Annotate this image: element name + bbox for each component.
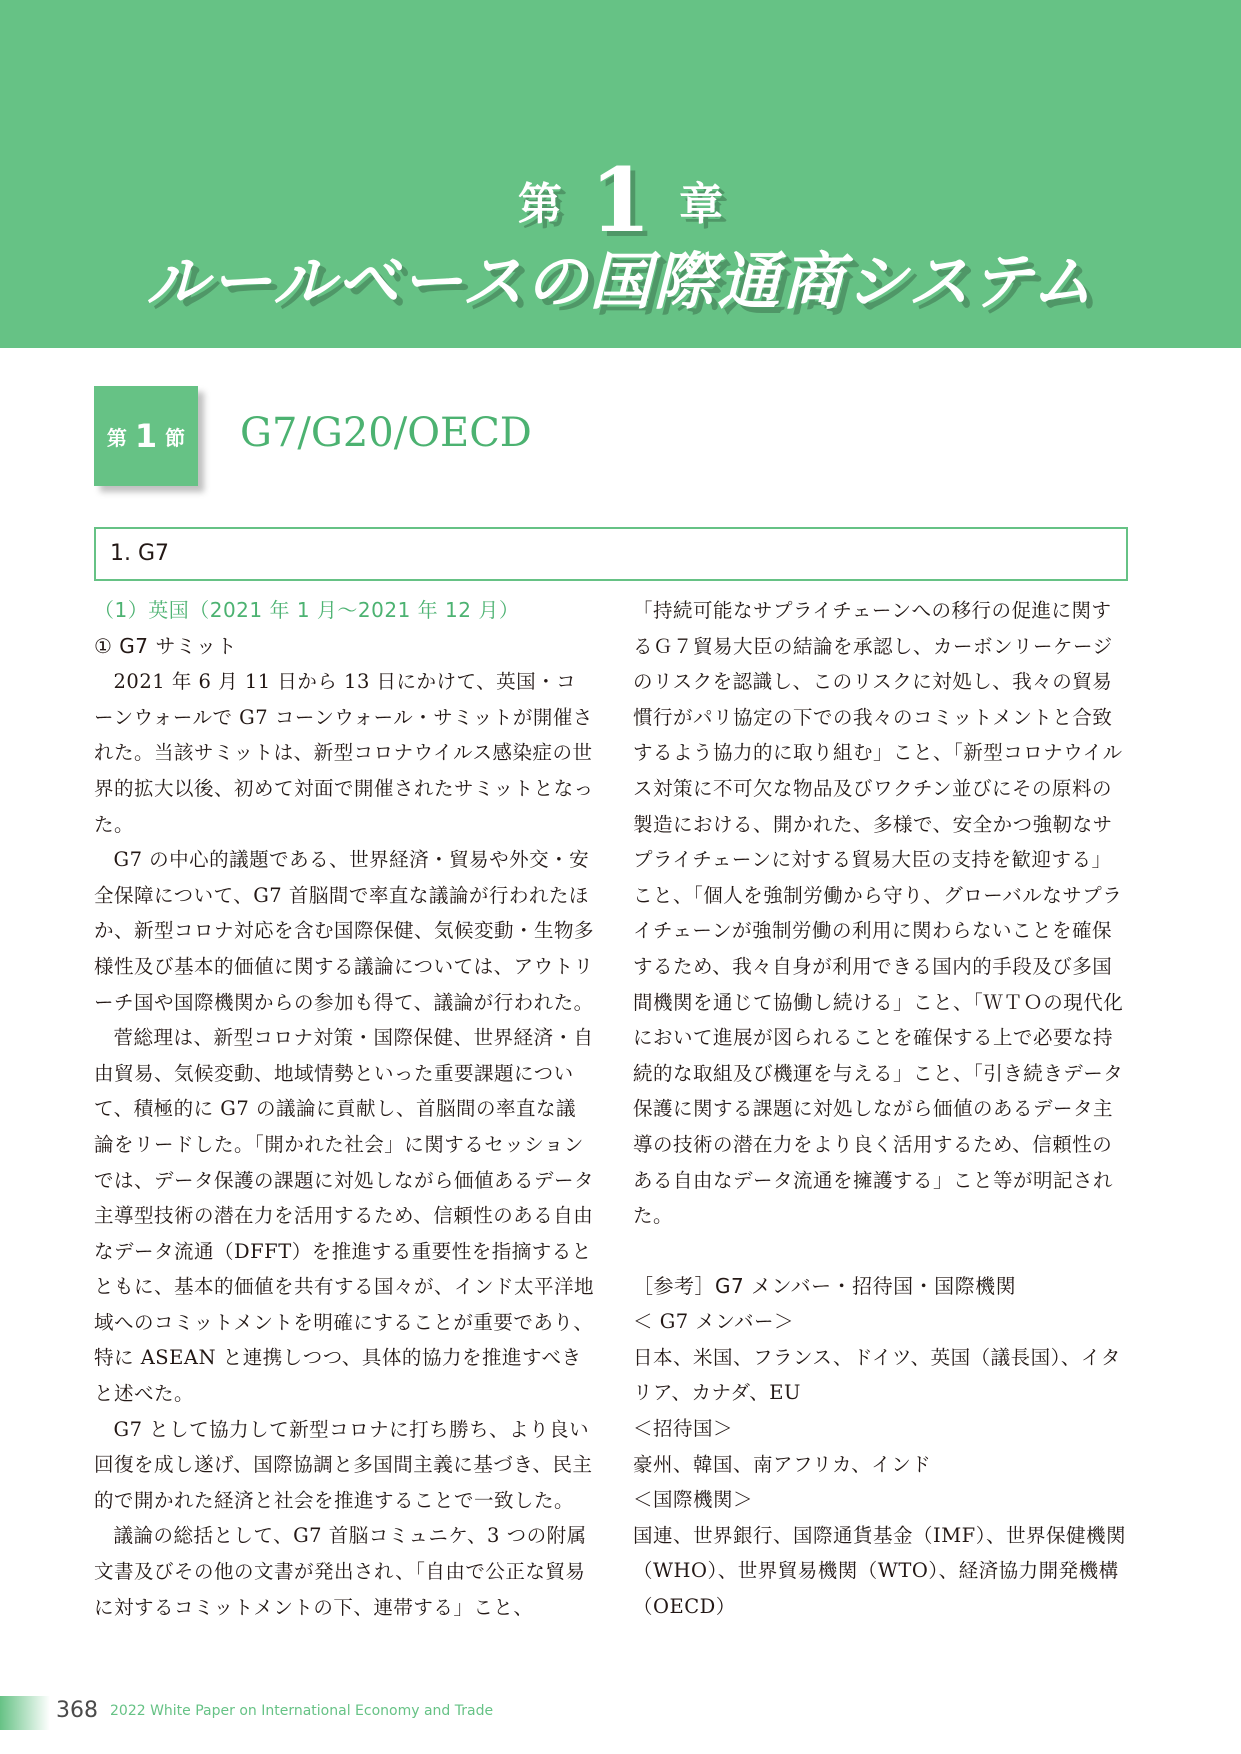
paragraph: 2021 年 6 月 11 日から 13 日にかけて、英国・コーンウォールで G7 コーンウォール・サミットが開催された。当該サミットは、新型コロナウイルス感染症の世界的拡大以後、初めて対面で開催されたサミットとなった。: [94, 670, 594, 836]
orgs-label: ＜国際機関＞: [633, 1488, 754, 1512]
paragraph: 「持続可能なサプライチェーンへの移行の促進に関するＧ７貿易大臣の結論を承認し、カーボンリーケージのリスクを認識し、このリスクに対処し、我々の貿易慣行がパリ協定の下での我々のコミットメントと合致するよう協力的に取り組む」こと、「新型コロナウイルス対策に不可欠な物品及びワクチン並びにその原料の製造における、開かれた、多様で、安全かつ強靭なサプライチェーンに対する貿易大臣の支持を歓迎する」こと、「個人を強制労働から守り、グローバルなサプライチェーンが強制労働の利用に関わらないことを確保するため、我々自身が利用できる国内的手段及び多国間機関を通じて協働し続ける」こと、「ＷＴＯの現代化において進展が図られることを確保する上で必要な持続的な取組及び機運を与える」こと、「引き続きデータ保護に関する課題に対処しながら価値のあるデータ主導の技術の潜在力をより良く活用するため、信頼性のある自由なデータ流通を擁護する」こと等が明記された。: [633, 599, 1124, 1228]
page-number: 368: [56, 1698, 98, 1723]
section-number: 1: [134, 417, 158, 455]
heading-g7: 1. G7: [110, 541, 170, 566]
chapter-title: ルールベースの国際通商システム: [145, 245, 1096, 318]
chapter-suffix: 章: [679, 179, 724, 230]
heading-box: [94, 527, 1128, 581]
section-suffix: 節: [165, 425, 186, 450]
item-heading: ① G7 サミット: [94, 633, 237, 658]
paragraph: 議論の総括として、G7 首脳コミュニケ、3 つの附属文書及びその他の文書が発出され、「自由で公正な貿易に対するコミットメントの下、連帯する」こと、: [94, 1524, 587, 1619]
footer-accent-bar: [0, 1696, 50, 1730]
section-title: G7/G20/OECD: [240, 410, 532, 456]
chapter-number: 1: [589, 148, 652, 252]
footer-publication-title: 2022 White Paper on International Economy and Trade: [110, 1703, 494, 1719]
members-label: ＜ G7 メンバー＞: [633, 1310, 795, 1334]
orgs-list: 国連、世界銀行、国際通貨基金（IMF）、世界保健機関（WHO）、世界貿易機関（WTO）、経済協力開発機構（OECD）: [633, 1523, 1126, 1619]
subsection-heading: （1）英国（2021 年 1 月～2021 年 12 月）: [94, 598, 520, 622]
invited-list: 豪州、韓国、南アフリカ、インド: [633, 1452, 932, 1476]
right-column: [633, 593, 1128, 1625]
invited-label: ＜招待国＞: [633, 1417, 734, 1441]
section-badge: [94, 386, 198, 486]
chapter-prefix: 第: [517, 179, 562, 230]
members-list: 日本、米国、フランス、ドイツ、英国（議長国）、イタリア、カナダ、EU: [633, 1345, 1121, 1405]
paragraph: G7 として協力して新型コロナに打ち勝ち、より良い回復を成し遂げ、国際協調と多国間主義に基づき、民主的で開かれた経済と社会を推進することで一致した。: [94, 1417, 593, 1512]
paragraph: G7 の中心的議題である、世界経済・貿易や外交・安全保障について、G7 首脳間で率直な議論が行われたほか、新型コロナ対応を含む国際保健、気候変動・生物多様性及び基本的価値に関する議論については、アウトリーチ国や国際機関からの参加も得て、議論が行われた。: [94, 848, 595, 1014]
section-prefix: 第: [106, 425, 127, 450]
reference-heading: ［参考］G7 メンバー・招待国・国際機関: [633, 1273, 1017, 1298]
left-column: [94, 593, 594, 1625]
paragraph: 菅総理は、新型コロナ対策・国際保健、世界経済・自由貿易、気候変動、地域情勢といった重要課題について、積極的に G7 の議論に貢献し、首脳間の率直な議論をリードした。「開かれた社会」に関するセッションでは、データ保護の課題に対処しながら価値あるデータ主導型技術の潜在力を活用するため、信頼性のある自由なデータ流通（DFFT）を推進する重要性を指摘するとともに、基本的価値を共有する国々が、インド太平洋地域へのコミットメントを明確にすることが重要であり、特に ASEAN と連携しつつ、具体的協力を推進すべきと述べた。: [94, 1026, 595, 1406]
